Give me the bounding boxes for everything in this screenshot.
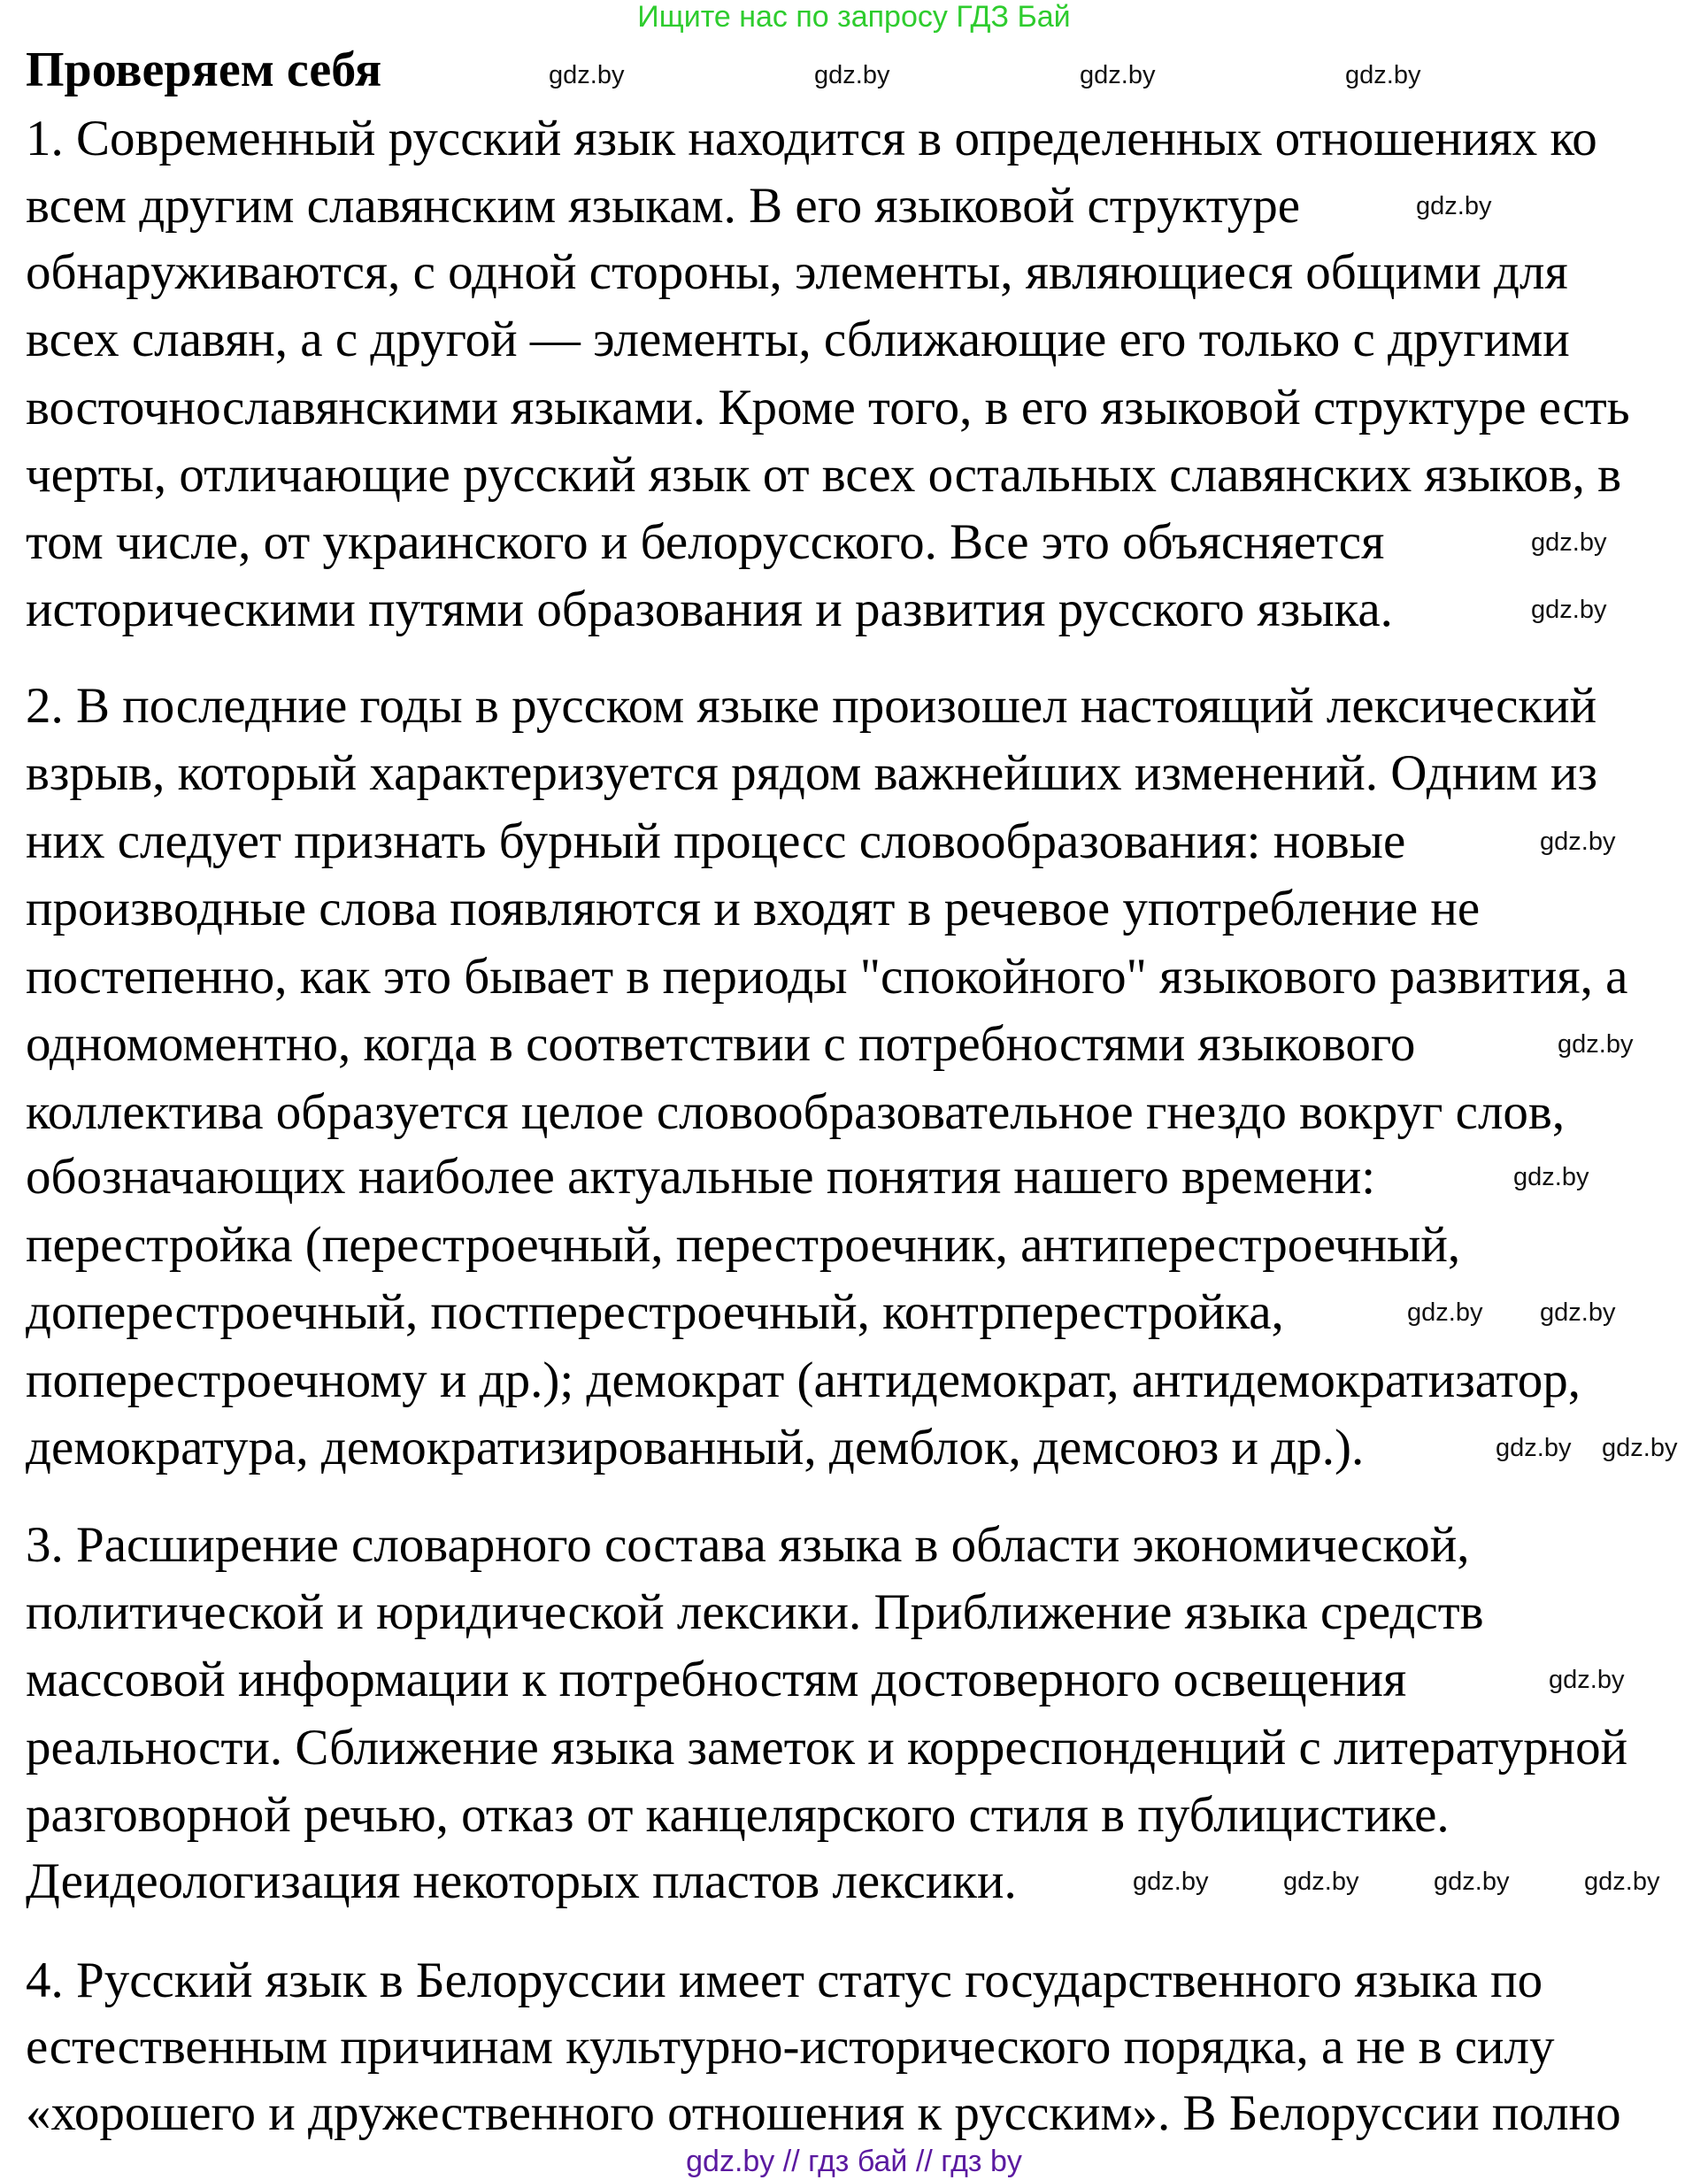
- watermark: gdz.by: [1407, 1298, 1483, 1327]
- text-line: постепенно, как это бывает в периоды "спокойного" языкового развития, а: [26, 949, 1628, 1005]
- text-line: демократура, демократизированный, демблок, демсоюз и др.).: [26, 1420, 1365, 1475]
- watermark: gdz.by: [1513, 1163, 1589, 1191]
- watermark: gdz.by: [1531, 528, 1607, 557]
- text-line: Деидеологизация некоторых пластов лексики.: [26, 1853, 1017, 1909]
- watermark: gdz.by: [1496, 1434, 1572, 1462]
- page-title: Проверяем себя: [26, 42, 382, 97]
- text-line: 1. Современный русский язык находится в определенных отношениях ко: [26, 111, 1597, 166]
- text-line: обнаруживаются, с одной стороны, элементы, являющиеся общими для: [26, 244, 1568, 300]
- watermark: gdz.by: [1558, 1030, 1634, 1059]
- text-line: одномоментно, когда в соответствии с потребностями языкового: [26, 1016, 1416, 1072]
- text-line: всех славян, а с другой — элементы, сближающие его только с другими: [26, 312, 1570, 367]
- footer-banner: gdz.by // гдз бай // гдз by: [686, 2145, 1022, 2178]
- text-line: коллектива образуется целое словообразовательное гнездо вокруг слов,: [26, 1084, 1566, 1140]
- text-line: реальности. Сближение языка заметок и корреспонденций с литературной: [26, 1720, 1628, 1776]
- watermark: gdz.by: [1602, 1434, 1678, 1462]
- text-line: «хорошего и дружественного отношения к русским». В Белоруссии полно: [26, 2085, 1621, 2141]
- text-line: обозначающих наиболее актуальные понятия нашего времени:: [26, 1149, 1376, 1205]
- text-line: черты, отличающие русский язык от всех остальных славянских языков, в: [26, 447, 1622, 503]
- text-line: массовой информации к потребностям достоверного освещения: [26, 1652, 1407, 1707]
- text-line: восточнославянскими языками. Кроме того, в его языковой структуре есть: [26, 380, 1630, 435]
- watermark: gdz.by: [1584, 1868, 1660, 1896]
- search-hint-banner: Ищите нас по запросу ГДЗ Бай: [637, 0, 1071, 34]
- watermark: gdz.by: [1416, 192, 1492, 220]
- text-line: взрыв, который характеризуется рядом важнейших изменений. Одним из: [26, 745, 1598, 801]
- text-line: естественным причинам культурно-исторического порядка, а не в силу: [26, 2019, 1555, 2075]
- watermark: gdz.by: [1531, 596, 1607, 624]
- watermark: gdz.by: [1434, 1868, 1510, 1896]
- text-line: 4. Русский язык в Белоруссии имеет статус государственного языка по: [26, 1953, 1543, 2008]
- watermark: gdz.by: [1080, 61, 1156, 89]
- watermark: gdz.by: [1345, 61, 1421, 89]
- text-line: них следует признать бурный процесс словообразования: новые: [26, 813, 1406, 869]
- text-line: перестройка (перестроечный, перестроечник, антиперестроечный,: [26, 1217, 1461, 1273]
- watermark: gdz.by: [1133, 1868, 1209, 1896]
- text-line: политической и юридической лексики. Приближение языка средств: [26, 1584, 1484, 1640]
- watermark: gdz.by: [549, 61, 625, 89]
- text-line: разговорной речью, отказ от канцелярского стиля в публицистике.: [26, 1787, 1450, 1843]
- text-line: поперестроечному и др.); демократ (антидемократ, антидемократизатор,: [26, 1352, 1581, 1408]
- watermark: gdz.by: [1549, 1666, 1625, 1694]
- watermark: gdz.by: [814, 61, 890, 89]
- text-line: том числе, от украинского и белорусского. Все это объясняется: [26, 514, 1385, 570]
- text-line: доперестроечный, постперестроечный, контрперестройка,: [26, 1284, 1284, 1340]
- watermark: gdz.by: [1540, 828, 1616, 856]
- text-line: 2. В последние годы в русском языке произошел настоящий лексический: [26, 678, 1597, 734]
- text-line: всем другим славянским языкам. В его языковой структуре: [26, 178, 1301, 234]
- watermark: gdz.by: [1540, 1298, 1616, 1327]
- text-line: 3. Расширение словарного состава языка в области экономической,: [26, 1517, 1470, 1573]
- text-line: производные слова появляются и входят в речевое употребление не: [26, 881, 1481, 936]
- text-line: историческими путями образования и развития русского языка.: [26, 582, 1393, 637]
- watermark: gdz.by: [1283, 1868, 1359, 1896]
